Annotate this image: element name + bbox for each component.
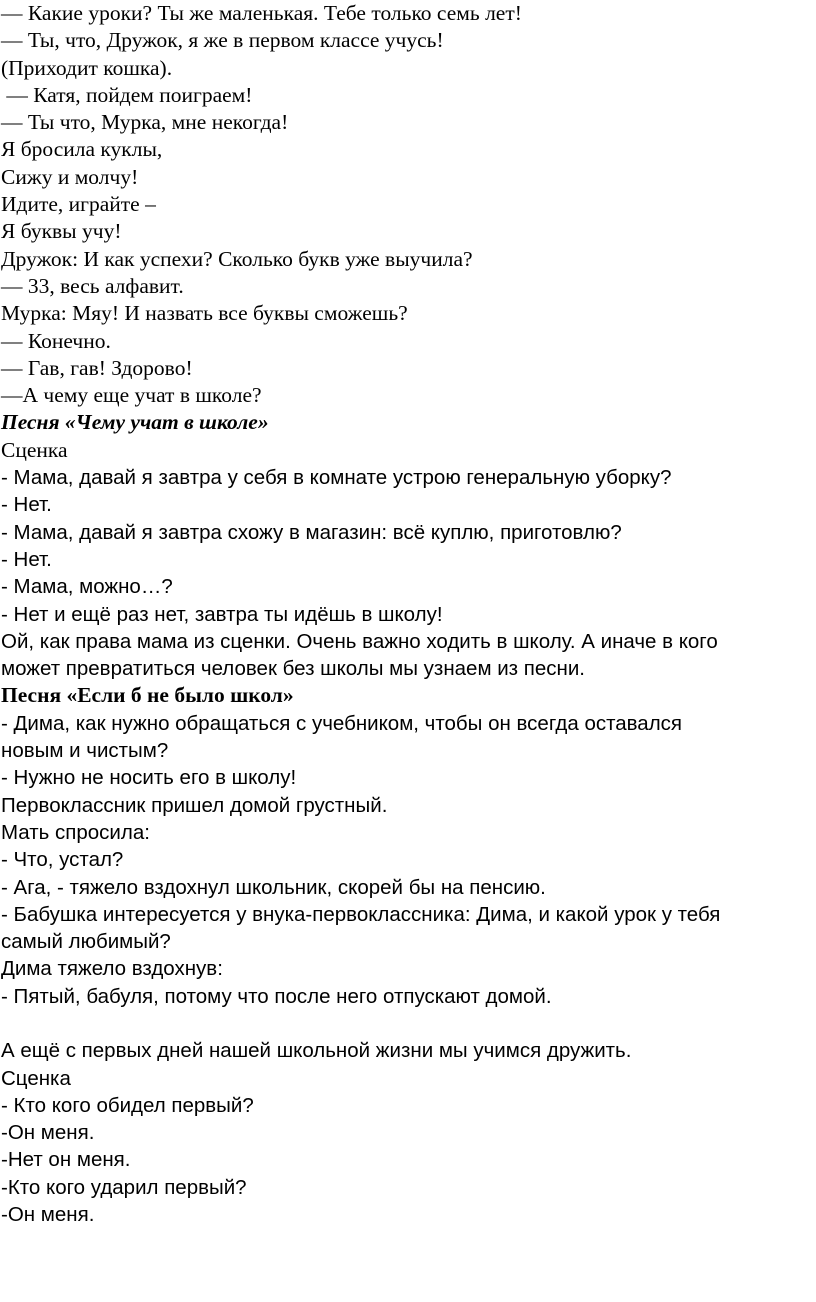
text-line: А ещё с первых дней нашей школьной жизни мы учимся дружить. [1, 1039, 632, 1063]
text-line: - Кто кого обидел первый? [1, 1093, 254, 1117]
text-line: - Мама, давай я завтра схожу в магазин: всё куплю, приготовлю? [1, 520, 622, 544]
song-heading: Песня «Чему учат в школе» [1, 410, 269, 435]
text-line: - Нет. [1, 547, 52, 571]
text-line: самый любимый? [1, 930, 171, 954]
text-line: Сижу и молчу! [1, 164, 139, 189]
text-line: - Нужно не носить его в школу! [1, 766, 297, 790]
text-line: -Кто кого ударил первый? [1, 1175, 247, 1199]
text-line: - Нет. [1, 493, 52, 517]
text-line: — Ты, что, Дружок, я же в первом классе учусь! [1, 28, 444, 53]
text-line: (Приходит кошка). [1, 55, 173, 80]
text-line: Идите, играйте – [1, 192, 156, 217]
text-line: — Ты что, Мурка, мне некогда! [1, 110, 289, 135]
text-line: может превратиться человек без школы мы узнаем из песни. [1, 657, 585, 681]
text-line: Первоклассник пришел домой грустный. [1, 793, 388, 817]
text-line: - Дима, как нужно обращаться с учебником, чтобы он всегда оставался [1, 711, 683, 735]
text-line: - Мама, можно…? [1, 575, 173, 599]
text-line: -Он меня. [1, 1203, 95, 1227]
text-line: - Пятый, бабуля, потому что после него отпускают домой. [1, 984, 552, 1008]
text-line: - Что, устал? [1, 848, 124, 872]
text-line: -Он меня. [1, 1121, 95, 1145]
text-line: — 33, весь алфавит. [1, 273, 184, 298]
text-line: — Гав, гав! Здорово! [1, 355, 193, 380]
text-line: Дима тяжело вздохнув: [1, 957, 223, 981]
text-line: Мать спросила: [1, 820, 150, 844]
text-line: Дружок: И как успехи? Сколько букв уже выучила? [1, 246, 473, 271]
text-line: Я буквы учу! [1, 219, 122, 244]
blank-line [1, 1010, 812, 1037]
text-line: — Конечно. [1, 328, 111, 353]
text-line: - Ага, - тяжело вздохнул школьник, скорей бы на пенсию. [1, 875, 546, 899]
song-heading: Песня «Если б не было школ» [1, 683, 294, 708]
text-line: Я бросила куклы, [1, 137, 163, 162]
text-line: новым и чистым? [1, 739, 169, 763]
text-line: - Бабушка интересуется у внука-первоклассника: Дима, и какой урок у тебя [1, 902, 721, 926]
text-line: — Какие уроки? Ты же маленькая. Тебе только семь лет! [1, 1, 522, 25]
text-line: Сценка [1, 437, 68, 462]
text-line: - Нет и ещё раз нет, завтра ты идёшь в школу! [1, 602, 443, 626]
text-line: — Катя, пойдем поиграем! [1, 82, 253, 107]
text-line: Мурка: Мяу! И назвать все буквы сможешь? [1, 301, 408, 326]
text-line: —А чему еще учат в школе? [1, 383, 262, 408]
text-line: - Мама, давай я завтра у себя в комнате устрою генеральную уборку? [1, 466, 672, 490]
text-line: Ой, как права мама из сценки. Очень важно ходить в школу. А иначе в кого [1, 629, 718, 653]
text-line: Сценка [1, 1066, 71, 1090]
text-line: -Нет он меня. [1, 1148, 131, 1172]
